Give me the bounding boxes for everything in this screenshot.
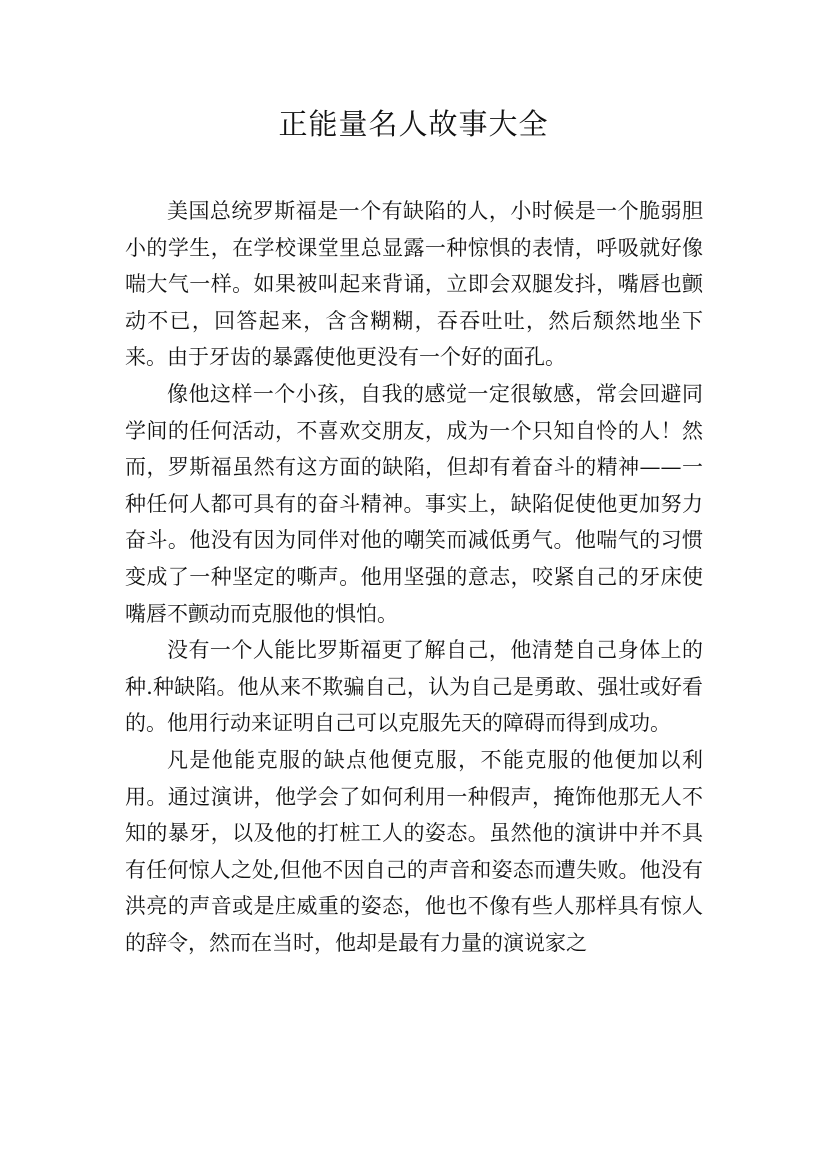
paragraph-1: 美国总统罗斯福是一个有缺陷的人，小时候是一个脆弱胆小的学生，在学校课堂里总显露一种惊惧的表情，呼吸就好像喘大气一样。如果被叫起来背诵，立即会双腿发抖，嘴唇也颤动不已，回答起来，含含糊糊，吞吞吐吐，然后颓然地坐下来。由于牙齿的暴露使他更没有一个好的面孔。 (125, 199, 703, 370)
document-body (125, 193, 703, 961)
paragraph-4: 凡是他能克服的缺点他便克服，不能克服的他便加以利用。通过演讲，他学会了如何利用一种假声，掩饰他那无人不知的暴牙，以及他的打桩工人的姿态。虽然他的演讲中并不具有任何惊人之处,但他不因自己的声音和姿态而遭失败。他没有洪亮的声音或是庄威重的姿态，他也不像有些人那样具有惊人的辞令，然而在当时，他却是最有力量的演说家之 (125, 747, 703, 955)
paragraph-3: 没有一个人能比罗斯福更了解自己，他清楚自己身体上的种.种缺陷。他从来不欺骗自己，认为自己是勇敢、强壮或好看的。他用行动来证明自己可以克服先天的障碍而得到成功。 (125, 638, 703, 736)
document-title: 正能量名人故事大全 (278, 107, 549, 141)
paragraph-2: 像他这样一个小孩，自我的感觉一定很敏感，常会回避同学间的任何活动，不喜欢交朋友，成为一个只知自怜的人！然而，罗斯福虽然有这方面的缺陷，但却有着奋斗的精神——一种任何人都可具有的奋斗精神。事实上，缺陷促使他更加努力奋斗。他没有因为同伴对他的嘲笑而减低勇气。他喘气的习惯变成了一种坚定的嘶声。他用坚强的意志，咬紧自己的牙床使嘴唇不颤动而克服他的惧怕。 (125, 381, 703, 626)
